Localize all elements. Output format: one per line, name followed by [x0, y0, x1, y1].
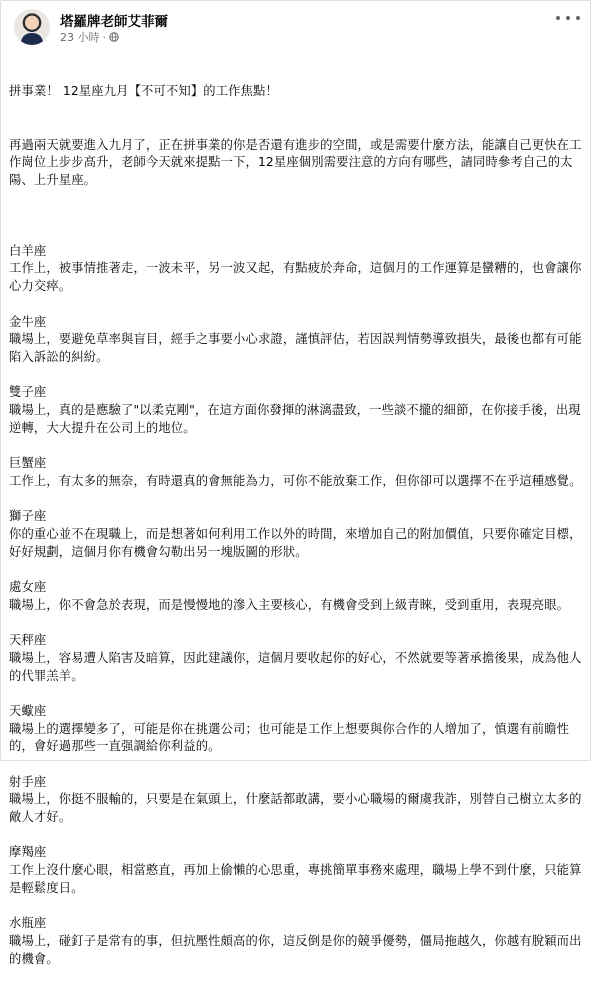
paragraph-gap: [9, 614, 583, 632]
post-title: 拼事業！ 12星座九月【不可不知】的工作焦點！: [9, 84, 278, 99]
sign-name: 白羊座: [9, 243, 47, 258]
paragraph-gap: [9, 827, 583, 845]
paragraph-gap: [9, 367, 583, 385]
sign-name: 摩羯座: [9, 845, 47, 860]
sign-text: 工作上沒什麼心眼，相當憨直，再加上偷懶的心思重，專挑簡單事務來處理，職場上學不到什麼，只能算是輕鬆度日。: [9, 863, 582, 895]
paragraph-gap: [9, 561, 583, 579]
sign-text: 職場上，真的是應驗了"以柔克剛"，在這方面你發揮的淋漓盡致，一些談不攏的細節，在你接手後，出現逆轉，大大提升在公司上的地位。: [9, 403, 581, 435]
sign-list: [9, 225, 583, 968]
sign-name: 巨蟹座: [9, 456, 47, 471]
author-name[interactable]: 塔羅牌老師艾菲爾: [60, 14, 168, 30]
sign-name: 水瓶座: [9, 916, 47, 931]
globe-icon: [109, 32, 119, 42]
sign-text: 職場上，容易遭人陷害及暗算，因此建議你，這個月要收起你的好心，不然就要等著承擔後果，成為他人的代罪羔羊。: [9, 650, 582, 683]
sign-text: 工作上，有太多的無奈，有時還真的會無能為力，可你不能放棄工作，但你卻可以選擇不在乎這種感覺。: [9, 473, 582, 488]
paragraph-gap: [9, 491, 583, 509]
post-body: [9, 48, 583, 1004]
sign-name: 獅子座: [9, 509, 47, 524]
sign-text: 工作上，被事情推著走，一波未平，另一波又起，有點疲於奔命，這個月的工作運算是蠻糟的，也會讓你心力交瘁。: [9, 261, 582, 294]
sign-name: 處女座: [9, 580, 47, 594]
sign-text: 職場上，你挺不服輸的，只要是在氣頭上，什麼話都敢講，要小心職場的爾虞我詐，別替自己樹立太多的敵人才好。: [9, 792, 582, 825]
paragraph-gap: [9, 437, 583, 455]
sign-text: 職場上，要避免草率與盲目，經手之事要小心求證，謹慎評估，若因誤判情勢導致損失，最後也都有可能陷入訴訟的糾紛。: [9, 332, 582, 364]
post-intro: 再過兩天就要進入九月了，正在拼事業的你是否還有進步的空間，或是需要什麼方法，能讓自己更快在工作崗位上步步高升，老師今天就來提點一下，12星座個別需要注意的方向有哪些，請同時參考自己的太陽、上升星座。: [9, 137, 582, 187]
post-meta: [60, 29, 119, 45]
meta-separator: ·: [102, 30, 106, 44]
sign-name: 天蠍座: [9, 703, 47, 718]
sign-name: 雙子座: [9, 385, 47, 400]
paragraph-gap: [9, 898, 583, 916]
sign-text: 職場上，你不會急於表現，而是慢慢地的滲入主要核心，有機會受到上級青睞，受到重用，表現亮眼。: [9, 597, 570, 612]
sign-text: 你的重心並不在現職上，而是想著如何利用工作以外的時間，來增加自己的附加價值，只要你確定目標，好好規劃，這個月你有機會勾勒出另一塊版圖的形狀。: [9, 526, 582, 559]
sign-text: 職場上，碰釘子是常有的事，但抗壓性頗高的你，這反倒是你的競爭優勢，僵局拖越久，你越有脫穎而出的機會。: [9, 933, 582, 966]
sign-text: 職場上的選擇變多了，可能是你在挑選公司；也可能是工作上想要與你合作的人增加了，慎選有前瞻性的，會好過那些一直强調給你利益的。: [9, 721, 570, 754]
post-time[interactable]: 23 小時: [60, 31, 100, 44]
paragraph-gap: [9, 756, 583, 774]
paragraph-gap: [9, 296, 583, 314]
sign-name: 射手座: [9, 774, 47, 789]
paragraph-gap: [9, 225, 583, 243]
paragraph-gap: [9, 685, 583, 703]
sign-name: 金牛座: [9, 314, 47, 329]
avatar[interactable]: [14, 9, 50, 45]
sign-name: 天秤座: [9, 633, 47, 648]
more-options-icon[interactable]: [556, 11, 580, 25]
